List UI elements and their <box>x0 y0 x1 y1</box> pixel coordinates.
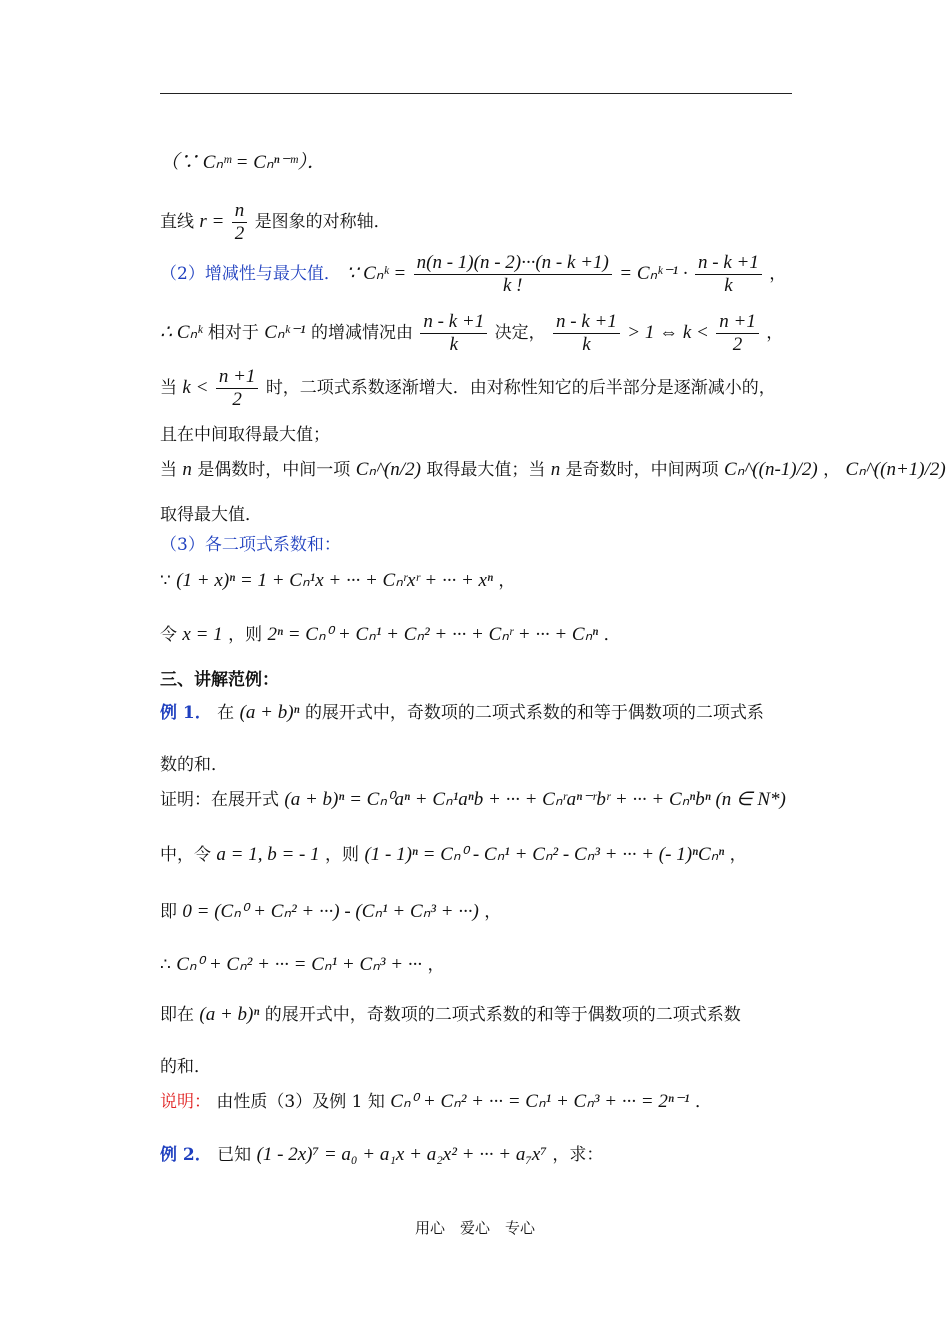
line-remark <box>160 1087 712 1113</box>
math: ∵ Cₙᵏ = <box>346 263 407 284</box>
math: Cₙ⁰ + Cₙ² + ··· = Cₙ¹ + Cₙ³ + ··· = 2ⁿ⁻¹ <box>390 1091 690 1112</box>
text: 的增减情况由 <box>310 323 413 343</box>
text: ，则 <box>325 845 360 865</box>
page-footer: 用心 爱心 专心 <box>414 1219 535 1237</box>
numerator: n - k +1 <box>695 252 762 275</box>
text: 令 <box>160 625 177 645</box>
text: ， <box>484 902 502 922</box>
remark-label: 说明： <box>160 1092 211 1112</box>
math: k < <box>182 377 209 398</box>
text: ． <box>603 625 621 645</box>
text: 在 <box>217 703 235 723</box>
text: ． <box>695 1092 712 1112</box>
math: n <box>550 459 561 480</box>
section-label: （3）各二项式系数和： <box>160 535 341 555</box>
math: x = 1 <box>182 624 223 645</box>
text: 决定， <box>494 323 546 343</box>
fraction <box>414 252 612 297</box>
example-label: 例 1． <box>160 703 212 723</box>
text: 证明：在展开式 <box>160 790 279 810</box>
denominator: k ! <box>502 275 523 296</box>
text: 的展开式中，奇数项的二项式系数的和等于偶数项的二项式系数 <box>264 1005 741 1025</box>
text: ∵ <box>160 571 171 591</box>
line-example-1 <box>160 698 764 724</box>
line-section-3 <box>160 530 341 555</box>
line-substitution <box>160 840 747 866</box>
line-conclusion-cont <box>160 1052 211 1077</box>
math: 2ⁿ = Cₙ⁰ + Cₙ¹ + Cₙ² + ··· + Cₙʳ + ··· + Cₙⁿ <box>267 624 599 645</box>
fraction <box>716 311 759 356</box>
math: (a + b)ⁿ <box>199 1004 260 1025</box>
text: ∴ <box>160 955 171 975</box>
line-symmetry-note <box>160 147 326 174</box>
text: 的展开式中，奇数项的二项式系数的和等于偶数项的二项式系 <box>304 703 764 723</box>
denominator: 2 <box>234 223 245 244</box>
text: 相对于 <box>207 323 259 343</box>
denominator: k <box>724 275 733 296</box>
denominator: k <box>582 334 591 355</box>
symmetry-formula: （∵ Cₙᵐ = Cₙⁿ⁻ᵐ）． <box>160 152 326 173</box>
text: ，求： <box>552 1145 604 1165</box>
section-heading: 三、讲解范例： <box>160 670 279 690</box>
math: (a + b)ⁿ <box>239 702 300 723</box>
line-binomial-expansion <box>160 566 515 592</box>
text: 当 <box>160 378 177 398</box>
fraction <box>420 311 487 356</box>
fraction <box>232 200 248 245</box>
denominator: 2 <box>732 334 743 355</box>
numerator: n - k +1 <box>553 311 620 334</box>
math: (1 + x)ⁿ = 1 + Cₙ¹x + ··· + Cₙʳxʳ + ··· + xⁿ <box>176 570 493 591</box>
text: 是图象的对称轴． <box>254 212 391 232</box>
text: 时，二项式系数逐渐增大．由对称性知它的后半部分是逐渐减小的， <box>265 378 776 398</box>
line-increase-decrease <box>160 311 783 356</box>
line-monotonicity <box>160 252 786 297</box>
numerator: n(n - 1)(n - 2)···(n - k +1) <box>414 252 612 275</box>
math: (1 - 2x)⁷ = a₀ + a₁x + a₂x² + ··· + a₇x⁷ <box>256 1144 547 1165</box>
fraction <box>695 252 762 297</box>
line-increasing <box>160 366 776 411</box>
line-conclusion <box>160 1000 741 1026</box>
text: ， <box>769 264 787 284</box>
line-zero-identity <box>160 897 501 923</box>
text: ， <box>729 845 747 865</box>
text: ，则 <box>228 625 263 645</box>
text: 且在中间取得最大值； <box>160 425 330 445</box>
text: 取得最大值． <box>160 505 262 525</box>
text: 即在 <box>160 1005 194 1025</box>
math: 0 = (Cₙ⁰ + Cₙ² + ···) - (Cₙ¹ + Cₙ³ + ···) <box>182 901 479 922</box>
text: 数的和． <box>160 755 228 775</box>
line-examples-heading <box>160 665 279 690</box>
example-label: 例 2． <box>160 1145 212 1165</box>
math: (a + b)ⁿ = Cₙ⁰aⁿ + Cₙ¹aⁿb + ··· + Cₙʳaⁿ⁻ʳbʳ + ··· + Cₙⁿbⁿ (n ∈ N*) <box>284 789 786 810</box>
line-max-value <box>160 500 262 525</box>
math: a = 1, b = - 1 <box>216 844 320 865</box>
line-symmetry-axis <box>160 200 391 245</box>
text: 中，令 <box>160 845 211 865</box>
denominator: 2 <box>232 389 242 410</box>
numerator: n +1 <box>216 366 259 389</box>
math: > 1 ⇔ k < <box>627 322 709 343</box>
line-proof <box>160 785 786 811</box>
text: 由性质（3）及例 1 知 <box>216 1092 385 1112</box>
math: n <box>182 459 192 480</box>
fraction <box>216 366 259 411</box>
text: 是奇数时，中间两项 <box>565 460 719 480</box>
text: ， <box>766 323 784 343</box>
header-rule <box>160 93 792 94</box>
text: ， <box>427 955 445 975</box>
math: r = <box>199 211 225 232</box>
text: 的和． <box>160 1057 211 1077</box>
text: ， <box>823 460 841 480</box>
text: 即 <box>160 902 177 922</box>
line-parity-cases <box>160 455 946 481</box>
math: (1 - 1)ⁿ = Cₙ⁰ - Cₙ¹ + Cₙ² - Cₙ³ + ··· + (- 1)ⁿCₙⁿ <box>364 844 725 865</box>
text: ， <box>498 571 516 591</box>
math: Cₙ⁰ + Cₙ² + ··· = Cₙ¹ + Cₙ³ + ··· <box>176 954 423 975</box>
line-sum-coefficients <box>160 620 621 646</box>
line-max-middle <box>160 420 330 445</box>
math: = Cₙᵏ⁻¹ · <box>619 263 688 284</box>
numerator: n - k +1 <box>420 311 487 334</box>
line-example-1-cont <box>160 750 228 775</box>
math: ∴ Cₙᵏ <box>160 322 203 343</box>
math: Cₙ^(n/2) <box>355 459 421 480</box>
text: 已知 <box>217 1145 252 1165</box>
numerator: n <box>232 200 248 223</box>
line-example-2 <box>160 1140 603 1166</box>
math: Cₙᵏ⁻¹ <box>264 322 306 343</box>
section-label: （2）增减性与最大值． <box>160 264 341 284</box>
fraction <box>553 311 620 356</box>
denominator: k <box>449 334 459 355</box>
text: 直线 <box>160 212 194 232</box>
math: Cₙ^((n-1)/2) <box>724 459 818 480</box>
math: Cₙ^((n+1)/2) <box>845 459 946 480</box>
text: 当 <box>160 460 177 480</box>
line-therefore <box>160 950 444 976</box>
text: 是偶数时，中间一项 <box>197 460 351 480</box>
text: 取得最大值；当 <box>426 460 546 480</box>
numerator: n +1 <box>716 311 759 334</box>
